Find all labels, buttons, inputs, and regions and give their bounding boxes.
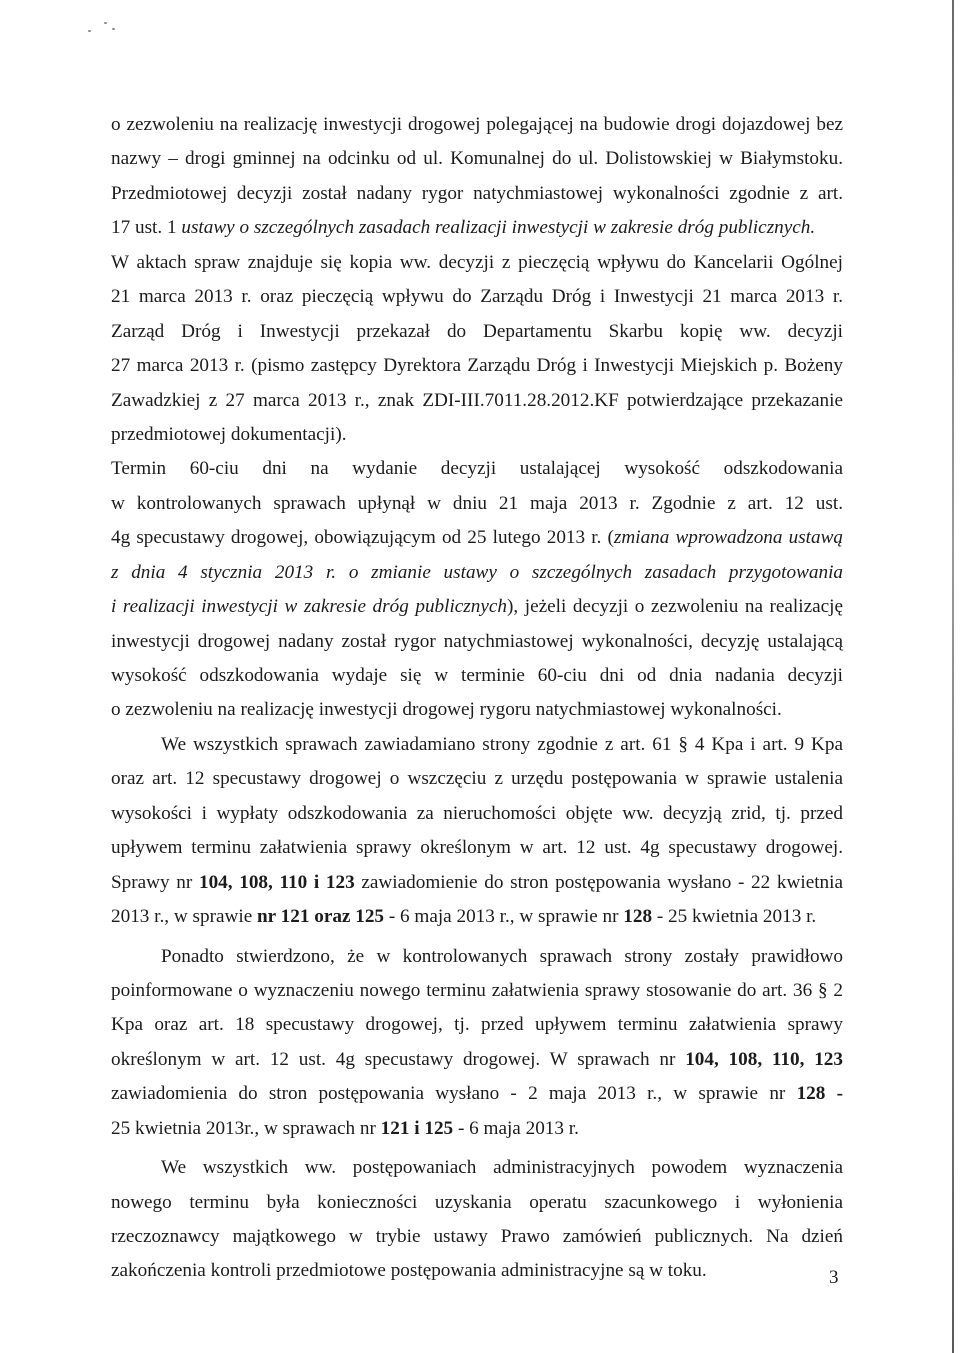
text-segment: - 6 maja 2013 r. xyxy=(453,1117,579,1139)
text-line xyxy=(111,1254,843,1288)
text-line xyxy=(111,762,843,796)
italic-text: zmiana wprowadzona ustawą xyxy=(613,527,843,549)
text-segment: poinformowane o wyznaczeniu nowego terminu załatwienia sprawy stosowanie do art. 36 § 2 xyxy=(111,979,843,1001)
bold-text: nr 121 oraz 125 xyxy=(257,906,385,928)
text-segment: Przedmiotowej decyzji został nadany rygor natychmiastowej wykonalności zgodnie z art. xyxy=(111,182,843,204)
text-segment: 4g specustawy drogowej, obowiązującym od 25 lutego 2013 r. ( xyxy=(111,527,614,549)
text-line xyxy=(111,1112,843,1146)
text-segment: inwestycji drogowej nadany został rygor natychmiastowej wykonalności, decyzję ustalającą xyxy=(111,630,843,652)
text-line xyxy=(111,384,843,418)
scan-specks xyxy=(88,18,128,42)
text-line xyxy=(111,211,843,245)
text-line xyxy=(111,659,843,693)
text-segment: Ponadto stwierdzono, że w kontrolowanych sprawach strony zostały prawidłowo xyxy=(161,945,843,967)
text-line xyxy=(111,590,843,624)
text-segment: 27 marca 2013 r. (pismo zastępcy Dyrektora Zarządu Dróg i Inwestycji Miejskich p. Bożeny xyxy=(111,355,843,377)
text-segment: zawiadomienie do stron postępowania wysłano - 22 kwietnia xyxy=(354,871,843,893)
text-line xyxy=(111,1220,843,1254)
text-segment: Zarząd Dróg i Inwestycji przekazał do Departamentu Skarbu kopię ww. decyzji xyxy=(111,320,843,342)
text-line xyxy=(111,452,843,486)
text-segment: nazwy – drogi gminnej na odcinku od ul. Komunalnej do ul. Dolistowskiej w Białymstoku. xyxy=(111,148,843,170)
text-line xyxy=(111,108,843,142)
bold-text: 128 - xyxy=(796,1083,843,1105)
text-segment: w kontrolowanych sprawach upłynął w dniu 21 maja 2013 r. Zgodnie z art. 12 ust. xyxy=(111,492,843,514)
bold-text: 128 xyxy=(623,906,653,928)
italic-text: i realizacji inwestycji w zakresie dróg publicznych xyxy=(111,596,507,618)
text-line xyxy=(111,1043,843,1077)
text-line xyxy=(111,556,843,590)
text-segment: zakończenia kontroli przedmiotowe postępowania administracyjne są w toku. xyxy=(111,1260,707,1282)
text-line xyxy=(111,521,843,555)
text-line xyxy=(111,900,843,934)
text-segment: - 6 maja 2013 r., w sprawie nr xyxy=(384,906,624,928)
bold-text: 121 i 125 xyxy=(380,1117,454,1139)
text-line xyxy=(111,142,843,176)
text-line xyxy=(111,1077,843,1111)
text-segment: ), jeżeli decyzji o zezwoleniu na realizację xyxy=(507,596,843,618)
text-segment: wysokość odszkodowania wydaje się w terminie 60-ciu dni od dnia nadania decyzji xyxy=(111,665,843,686)
italic-text: z dnia 4 stycznia 2013 r. o zmianie ustawy o szczególnych zasadach przygotowania xyxy=(111,561,843,583)
text-segment: 2013 r., w sprawie xyxy=(111,906,258,928)
text-segment: nowego terminu była konieczności uzyskania operatu szacunkowego i wyłonienia xyxy=(111,1191,843,1213)
text-segment: wysokości i wypłaty odszkodowania za nieruchomości objęte ww. decyzją zrid, tj. przed xyxy=(111,802,843,824)
text-line xyxy=(111,693,843,727)
text-line xyxy=(111,1186,843,1220)
text-line xyxy=(111,1008,843,1042)
italic-text: ustawy o szczególnych zasadach realizacji inwestycji w zakresie dróg publicznych. xyxy=(181,217,816,239)
text-segment: 25 kwietnia 2013r., w sprawach nr xyxy=(111,1117,381,1139)
text-line xyxy=(111,280,843,314)
text-segment: 21 marca 2013 r. oraz pieczęcią wpływu do Zarządu Dróg i Inwestycji 21 marca 2013 r. xyxy=(111,286,843,308)
text-line xyxy=(111,728,843,762)
bold-text: 104, 108, 110, 123 xyxy=(685,1048,843,1070)
text-line xyxy=(111,974,843,1008)
document-body xyxy=(111,108,843,1289)
text-segment: Kpa oraz art. 18 specustawy drogowej, tj. przed upływem terminu załatwienia sprawy xyxy=(111,1014,843,1036)
text-segment: 17 ust. 1 xyxy=(111,217,182,239)
text-line xyxy=(111,315,843,349)
text-segment: Sprawy nr xyxy=(111,871,199,893)
text-segment: We wszystkich sprawach zawiadamiano strony zgodnie z art. 61 § 4 Kpa i art. 9 Kpa xyxy=(161,733,843,755)
text-segment: określonym w art. 12 ust. 4g specustawy drogowej. W sprawach nr xyxy=(111,1048,686,1070)
text-segment: - 25 kwietnia 2013 r. xyxy=(652,906,817,928)
bold-text: 104, 108, 110 i 123 xyxy=(198,871,355,893)
text-line xyxy=(111,940,843,974)
text-line xyxy=(111,487,843,521)
text-line xyxy=(111,246,843,280)
text-line xyxy=(111,866,843,900)
text-segment: o zezwoleniu na realizację inwestycji drogowej polegającej na budowie drogi dojazdowej bez xyxy=(111,114,843,135)
text-line xyxy=(111,1151,843,1185)
page-number: 3 xyxy=(829,1267,839,1288)
text-segment: upływem terminu załatwienia sprawy określonym w art. 12 ust. 4g specustawy drogowej. xyxy=(111,837,843,859)
text-segment: oraz art. 12 specustawy drogowej o wszczęciu z urzędu postępowania w sprawie ustalenia xyxy=(111,768,843,790)
text-segment: Termin 60-ciu dni na wydanie decyzji ustalającej wysokość odszkodowania xyxy=(111,458,843,480)
text-segment: We wszystkich ww. postępowaniach administracyjnych powodem wyznaczenia xyxy=(161,1157,843,1179)
text-segment: o zezwoleniu na realizację inwestycji drogowej rygoru natychmiastowej wykonalności. xyxy=(111,699,782,721)
text-line xyxy=(111,831,843,865)
text-segment: przedmiotowej dokumentacji). xyxy=(111,423,347,445)
scan-edge-line xyxy=(952,0,954,1353)
text-line xyxy=(111,177,843,211)
text-segment: rzeczoznawcy majątkowego w trybie ustawy Prawo zamówień publicznych. Na dzień xyxy=(111,1226,843,1247)
text-segment: W aktach spraw znajduje się kopia ww. decyzji z pieczęcią wpływu do Kancelarii Ogólnej xyxy=(111,251,843,273)
text-line xyxy=(111,418,843,452)
text-line xyxy=(111,625,843,659)
text-segment: zawiadomienia do stron postępowania wysłano - 2 maja 2013 r., w sprawie nr xyxy=(111,1083,797,1105)
text-segment: Zawadzkiej z 27 marca 2013 r., znak ZDI-III.7011.28.2012.KF potwierdzające przekazanie xyxy=(111,389,843,411)
text-line xyxy=(111,349,843,383)
text-line xyxy=(111,797,843,831)
